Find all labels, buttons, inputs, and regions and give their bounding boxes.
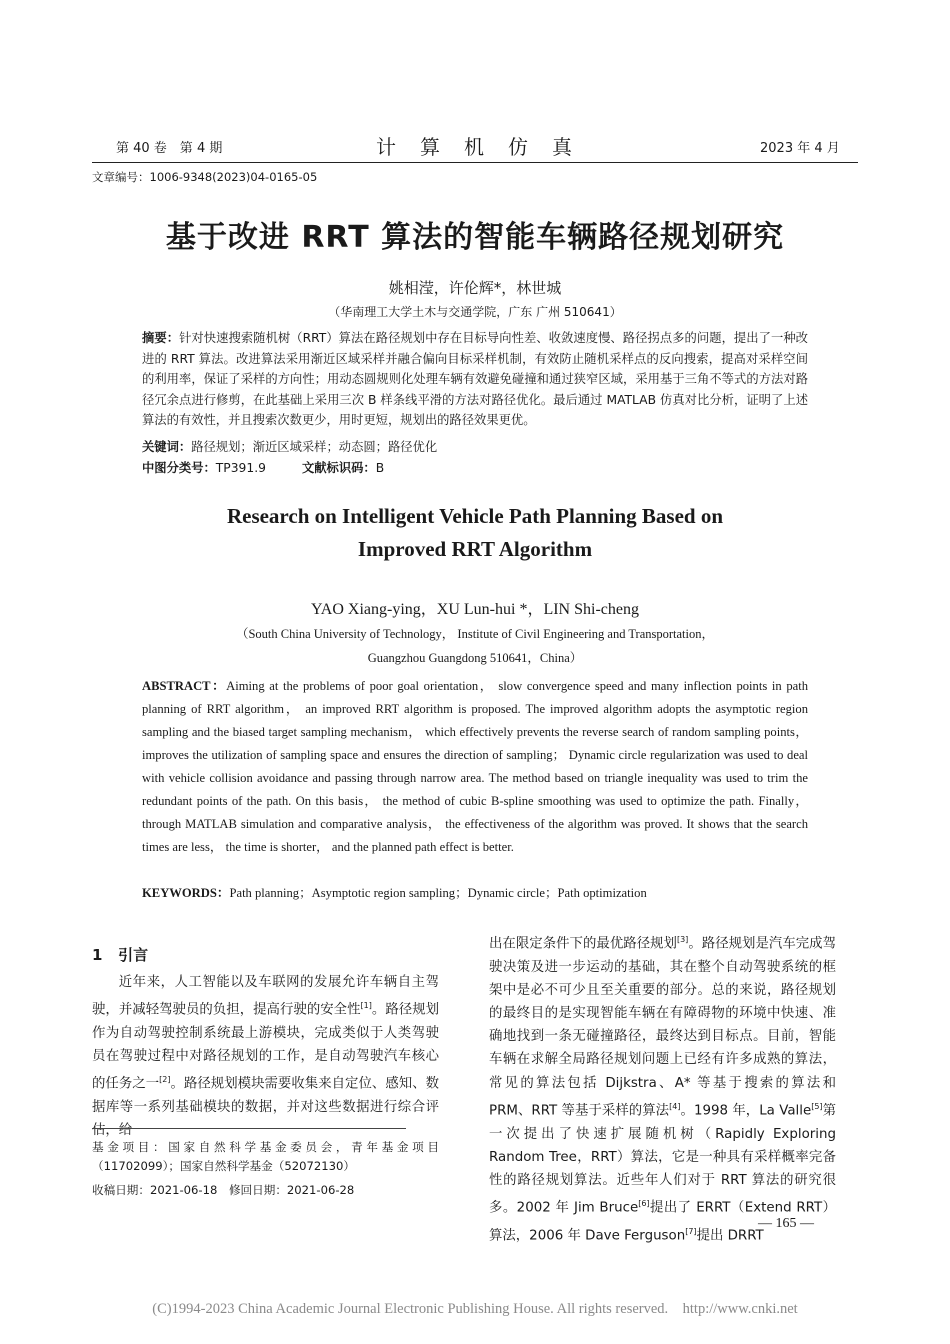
abstract-en	[142, 675, 808, 859]
left-column-text	[92, 971, 439, 1142]
rc-t3: 。1998 年，La Valle	[680, 1103, 812, 1119]
authors-en: YAO Xiang-ying，XU Lun-hui *，LIN Shi-cheng	[311, 601, 639, 618]
doc-code-value: B	[375, 461, 385, 475]
rc-t6: 提出 DRRT	[696, 1228, 764, 1244]
keywords-en	[142, 882, 808, 905]
clc-label: 中图分类号：	[142, 461, 216, 475]
rc-t5: 提出了 ERRT（Extend RRT）算法，2006 年 Dave Ferguson	[489, 1200, 836, 1244]
clc-value: TP391.9	[215, 461, 266, 475]
ref-7: [7]	[685, 1226, 697, 1236]
keywords-en-text: Path planning；Asymptotic region sampling；Dynamic circle；Path optimization	[229, 886, 647, 900]
classification	[142, 458, 808, 479]
section-number: 1	[92, 946, 103, 964]
header-rule	[92, 162, 858, 163]
abstract-cn-text: 针对快速搜索随机树（RRT）算法在路径规划中存在目标导向性差、收敛速度慢、路径拐点多的问题，提出了一种改进的 RRT 算法。改进算法采用渐近区域采样并融合偏向目标采样机制，有效防止随机采样点的反向搜索，提高对采样空间的利用率，保证了采样的方向性；用动态圆规则化处理车辆有效避免碰撞和通过狭窄区域，采用基于三角不等式的方法对路径冗余点进行修剪，在此基础上采用三次 B 样条线平滑的方法对路径优化。最后通过 MATLAB 仿真对比分析，证明了上述算法的有效性，并且搜索次数更少，用时更短，规划出的路径效果更优。	[142, 331, 808, 427]
keywords-cn-label: 关键词：	[142, 440, 192, 454]
title-cn: 基于改进 RRT 算法的智能车辆路径规划研究	[165, 220, 785, 255]
intro-p1c: 。路径规划模块需要收集来自定位、感知、数据库等一系列基础模块的数据，并对这些数据进行综合评估，给	[92, 1076, 440, 1139]
keywords-cn-text: 路径规划；渐近区域采样；动态圆；路径优化	[191, 440, 438, 454]
ref-4: [4]	[669, 1101, 681, 1111]
abstract-cn-label: 摘要：	[142, 331, 180, 345]
ref-1: [1]	[360, 1001, 372, 1011]
article-number: 文章编号：1006-9348(2023)04-0165-05	[92, 170, 318, 184]
right-column-text	[489, 928, 836, 1248]
rc-t2: 。路径规划是汽车完成驾驶决策及进一步运动的基础，其在整个自动驾驶系统的框架中是必不可少且至关重要的部分。总的来说，路径规划的最终目的是实现智能车辆在有障碍物的环境中快速、准确地找到一条无碰撞路径，最终达到目标点。目前，智能车辆在求解全局路径规划问题上已经有许多成熟的算法，常见的算法包括 Dijkstra、A* 等基于搜索的算法和 PRM、RRT 等基于采样的算法	[489, 936, 837, 1119]
abstract-en-label: ABSTRACT：	[142, 679, 227, 693]
rc-t1: 出在限定条件下的最优路径规划	[489, 936, 677, 952]
affiliation-en-line2: Guangzhou Guangdong 510641，China）	[367, 651, 583, 665]
affiliation-en-line1: （South China University of Technology， Institute of Civil Engineering and Transportation，	[235, 627, 715, 641]
ref-3: [3]	[676, 935, 689, 944]
page-number: — 165 —	[758, 1216, 814, 1231]
footnote-rule	[92, 1128, 406, 1129]
section-heading	[92, 944, 148, 965]
volume-issue: 第 40 卷 第 4 期	[116, 141, 223, 156]
keywords-en-label: KEYWORDS：	[142, 886, 230, 900]
section-title: 引言	[118, 946, 149, 964]
doc-code-label: 文献标识码：	[301, 461, 376, 475]
ref-2: [2]	[159, 1075, 171, 1085]
abstract-en-text: Aiming at the problems of poor goal orientation， slow convergence speed and many inflection points in path planning of RRT algorithm， an improved RRT algorithm is proposed. The improved algorithm adopts the asymptotic region sampling and the biased target sampling mechanism， which effectively prevents the reverse search of random sampling points， improves the utilization of sampling space and ensures the direction of sampling； Dynamic circle regularization was used to deal with vehicle collision avoidance and passing through narrow area. The method based on triangle inequality was used to trim the redundant points of the path. On this basis， the method of cubic B-spline smoothing was used to optimize the path. Finally， through MATLAB simulation and comparative analysis， the effectiveness of the algorithm was proved. It shows that the search times are less， the time is shorter， and the planned path effect is better.	[142, 679, 808, 854]
ref-5: [5]	[811, 1101, 823, 1111]
keywords-cn	[142, 437, 808, 458]
intro-p1a: 近年来，人工智能以及车联网的发展允许车辆自主驾驶，并减轻驾驶员的负担，提高行驶的安全性	[92, 975, 439, 1018]
authors-cn: 姚相滢，许伦辉*，林世城	[388, 279, 562, 297]
ref-6: [6]	[638, 1199, 650, 1209]
rc-t4: 第一次提出了快速扩展随机树（Rapidly Exploring Random Tree，RRT）算法，它是一种具有采样概率完备性的路径规划算法。近些年人们对于 RRT 算法的研究很多。2002 年 Jim Bruce	[489, 1103, 837, 1216]
abstract-cn	[142, 328, 808, 431]
footnote-fund: 基金项目：国家自然科学基金委员会，青年基金项目（11702099）；国家自然科学基金（52072130）	[92, 1140, 439, 1173]
copyright-footer: (C)1994-2023 China Academic Journal Electronic Publishing House. All rights reserved. http://www.cnki.net	[152, 1301, 798, 1317]
footnote-dates: 收稿日期：2021-06-18 修回日期：2021-06-28	[92, 1183, 355, 1197]
affiliation-cn: （华南理工大学土木与交通学院，广东 广州 510641）	[328, 305, 622, 319]
intro-p1b: 。路径规划作为自动驾驶控制系统最上游模块，完成类似于人类驾驶员在驾驶过程中对路径规划的工作，是自动驾驶汽车核心的任务之一	[92, 1002, 440, 1092]
title-en-line1: Research on Intelligent Vehicle Path Planning Based on	[226, 504, 724, 528]
title-en-line2: Improved RRT Algorithm	[357, 537, 593, 561]
issue-date: 2023 年 4 月	[760, 141, 840, 156]
journal-name: 计 算 机 仿 真	[376, 135, 574, 159]
